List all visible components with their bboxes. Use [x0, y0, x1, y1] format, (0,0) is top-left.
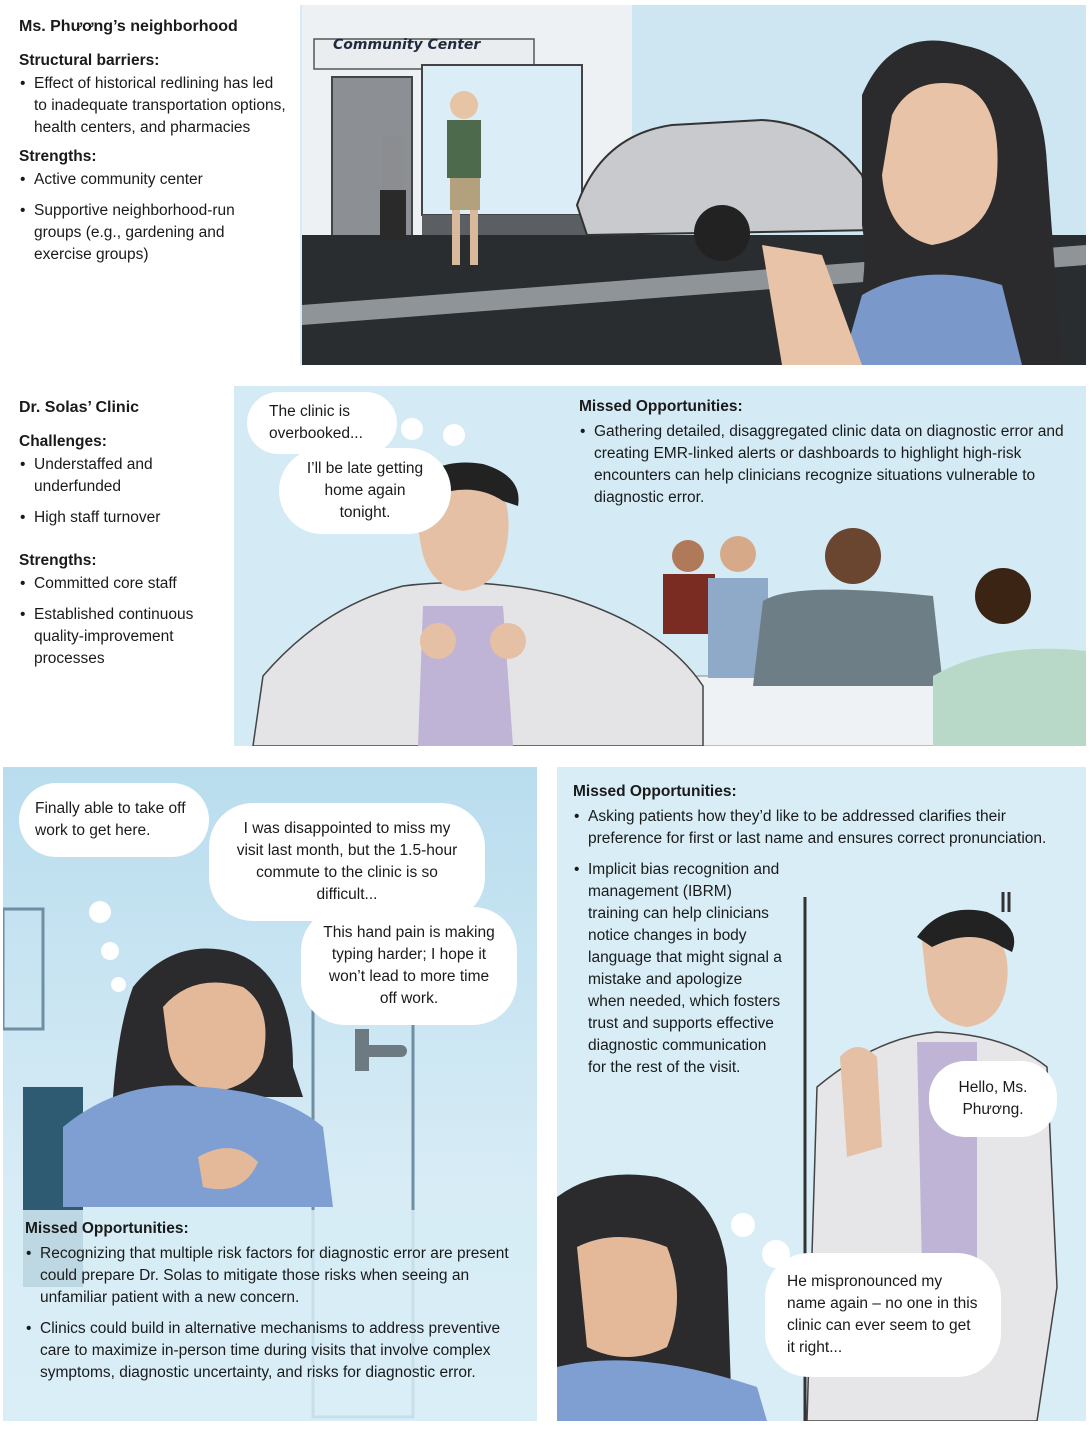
clinic-strengths-list [19, 573, 220, 670]
list-item: • Committed core staff [19, 573, 220, 595]
time-off-work-thought: Finally able to take off work to get here. [19, 783, 209, 857]
clinic-strengths-heading: Strengths: [19, 552, 97, 569]
clinic-overbooked-thought: The clinic is overbooked... [247, 392, 397, 454]
clinic-missed-opportunities [579, 398, 1069, 518]
list-item: • Active community center [19, 169, 286, 191]
late-home-thought: I’ll be late getting home again tonight. [279, 448, 451, 534]
barriers-list [19, 73, 286, 139]
panel-neighborhood [3, 5, 1086, 365]
panel-patient [3, 767, 537, 1421]
commute-thought: I was disappointed to miss my visit last month, but the 1.5-hour commute to the clinic is so difficult... [209, 803, 485, 921]
patient-missed-opportunities [3, 1210, 537, 1421]
list-item: • Implicit bias recognition and management (IBRM) training can help clinicians notice changes in body language that might signal a mistake and apologize when needed, which fosters trust and supports effective diagnostic communication for the rest of the visit. [573, 859, 783, 1079]
mispronounced-thought: He mispronounced my name again – no one in this clinic can ever seem to get it right... [765, 1253, 1001, 1377]
clinic-info-box [3, 386, 234, 746]
neighborhood-title: Ms. Phương’s neighborhood [19, 18, 238, 35]
missed-opportunities-heading: Missed Opportunities: [579, 398, 743, 415]
clinic-title: Dr. Solas’ Clinic [19, 399, 140, 416]
missed-opportunities-list [573, 806, 1073, 1079]
barriers-heading: Structural barriers: [19, 52, 160, 69]
hand-pain-thought: This hand pain is making typing harder; I hope it won’t lead to more time off work. [301, 907, 517, 1025]
list-item: • Clinics could build in alternative mechanisms to address preventive care to maximize in-person time during visits that involve complex symptoms, diagnostic uncertainty, and risks for diagnostic error. [25, 1318, 519, 1384]
challenges-heading: Challenges: [19, 433, 107, 450]
neighborhood-strengths-list [19, 169, 286, 266]
thought-dot [443, 424, 465, 446]
panel-doctor-greeting [557, 767, 1086, 1421]
thought-dot [731, 1213, 755, 1237]
list-item: • Gathering detailed, disaggregated clinic data on diagnostic error and creating EMR-linked alerts or dashboards to highlight high-risk encounters can help clinicians recognize situations vulnerable to diagnostic error. [579, 421, 1069, 509]
greeting-missed-opportunities [573, 783, 1073, 1088]
thought-dot [89, 901, 111, 923]
missed-opportunities-list [25, 1243, 519, 1384]
list-item: • Recognizing that multiple risk factors for diagnostic error are present could prepare Dr. Solas to mitigate those risks when seeing an unfamiliar patient with a new concern. [25, 1243, 519, 1309]
thought-dot [111, 977, 126, 992]
list-item: • Asking patients how they’d like to be addressed clarifies their preference for first or last name and ensures correct pronunciation. [573, 806, 1073, 850]
missed-opportunities-heading: Missed Opportunities: [573, 783, 737, 800]
neighborhood-info-box [3, 5, 300, 365]
neighborhood-illustration [302, 5, 1086, 365]
neighborhood-strengths-heading: Strengths: [19, 148, 97, 165]
missed-opportunities-heading: Missed Opportunities: [25, 1220, 189, 1237]
list-item: • High staff turnover [19, 507, 220, 529]
challenges-list [19, 454, 220, 529]
doctor-greeting-speech: Hello, Ms. Phương. [929, 1061, 1057, 1137]
community-center-sign: Community Center [333, 37, 481, 53]
missed-opportunities-list [579, 421, 1069, 509]
list-item: • Effect of historical redlining has led to inadequate transportation options, health centers, and pharmacies [19, 73, 286, 139]
panel-clinic [3, 386, 1086, 746]
thought-dot [101, 942, 119, 960]
list-item: • Established continuous quality-improvement processes [19, 604, 220, 670]
list-item: • Supportive neighborhood-run groups (e.g., gardening and exercise groups) [19, 200, 286, 266]
thought-dot [401, 418, 423, 440]
list-item: • Understaffed and underfunded [19, 454, 220, 498]
